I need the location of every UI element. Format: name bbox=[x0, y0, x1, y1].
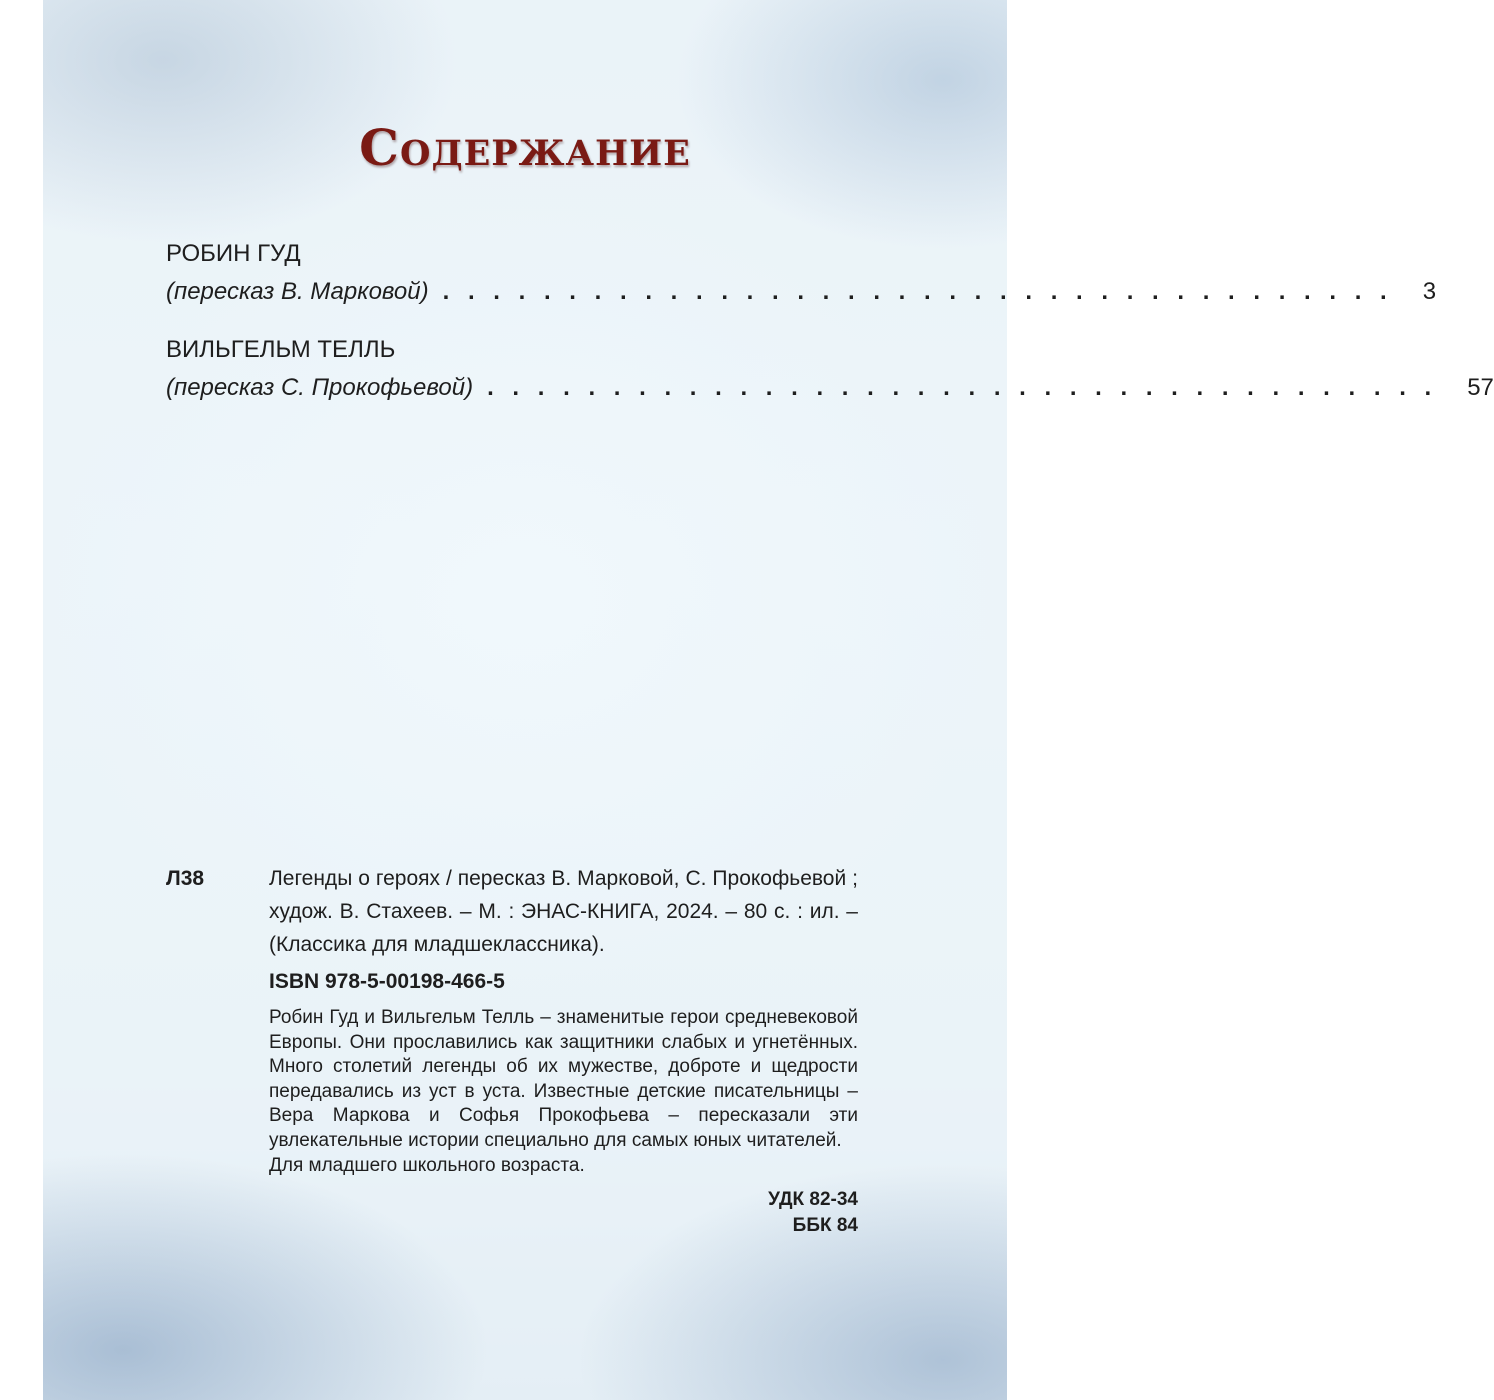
audience-note: Для младшего школьного возраста. bbox=[269, 1155, 585, 1176]
toc-entry-robin-hood bbox=[166, 236, 1437, 312]
toc-line bbox=[166, 368, 1494, 408]
toc-subtitle: (пересказ С. Прокофьевой) bbox=[166, 374, 474, 401]
toc-heading: ВИЛЬГЕЛЬМ ТЕЛЛЬ bbox=[166, 336, 396, 363]
toc-leader-dots: . . . . . . . . . . . . . . . . . . . . . . . . . . . . . . . . . . . . . . bbox=[442, 278, 1393, 305]
bbk-code: ББК 84 bbox=[792, 1215, 858, 1236]
bibliographic-entry: Легенды о героях / пересказ В. Марковой, С. Прокофьевой ; худож. В. Стахеев. – М. : ЭНАС-КНИГА, 2024. – 80 с. : ил. – (Классика для младшеклассника). bbox=[269, 867, 858, 956]
catalog-code: Л38 bbox=[166, 867, 205, 890]
udk-code: УДК 82-34 bbox=[768, 1189, 858, 1210]
toc-page-number: 3 bbox=[1422, 278, 1437, 305]
toc-subtitle: (пересказ В. Марковой) bbox=[166, 278, 429, 305]
toc-line bbox=[166, 272, 1437, 312]
annotation: Робин Гуд и Вильгельм Телль – знаменитые герои средневековой Европы. Они прославились как защитники слабых и угнетённых. Много столетий легенды об их мужестве, доброте и щедрости передавались из уст в уста. Известные детские писательницы – Вера Маркова и Софья Прокофьева – пересказали эти увлекательные истории специально для самых юных читателей. bbox=[269, 1007, 858, 1151]
book-page bbox=[43, 0, 1494, 1400]
toc-entry-william-tell bbox=[166, 332, 1494, 408]
toc-page-number: 57 bbox=[1467, 374, 1494, 401]
isbn: ISBN 978-5-00198-466-5 bbox=[269, 970, 505, 993]
classification-codes bbox=[166, 1187, 858, 1239]
toc-leader-dots: . . . . . . . . . . . . . . . . . . . . . . . . . . . . . . . . . . . . . . bbox=[487, 374, 1438, 401]
bibliographic-record bbox=[166, 862, 858, 1239]
toc-heading: РОБИН ГУД bbox=[166, 240, 301, 267]
page-title: Содержание bbox=[359, 118, 691, 177]
